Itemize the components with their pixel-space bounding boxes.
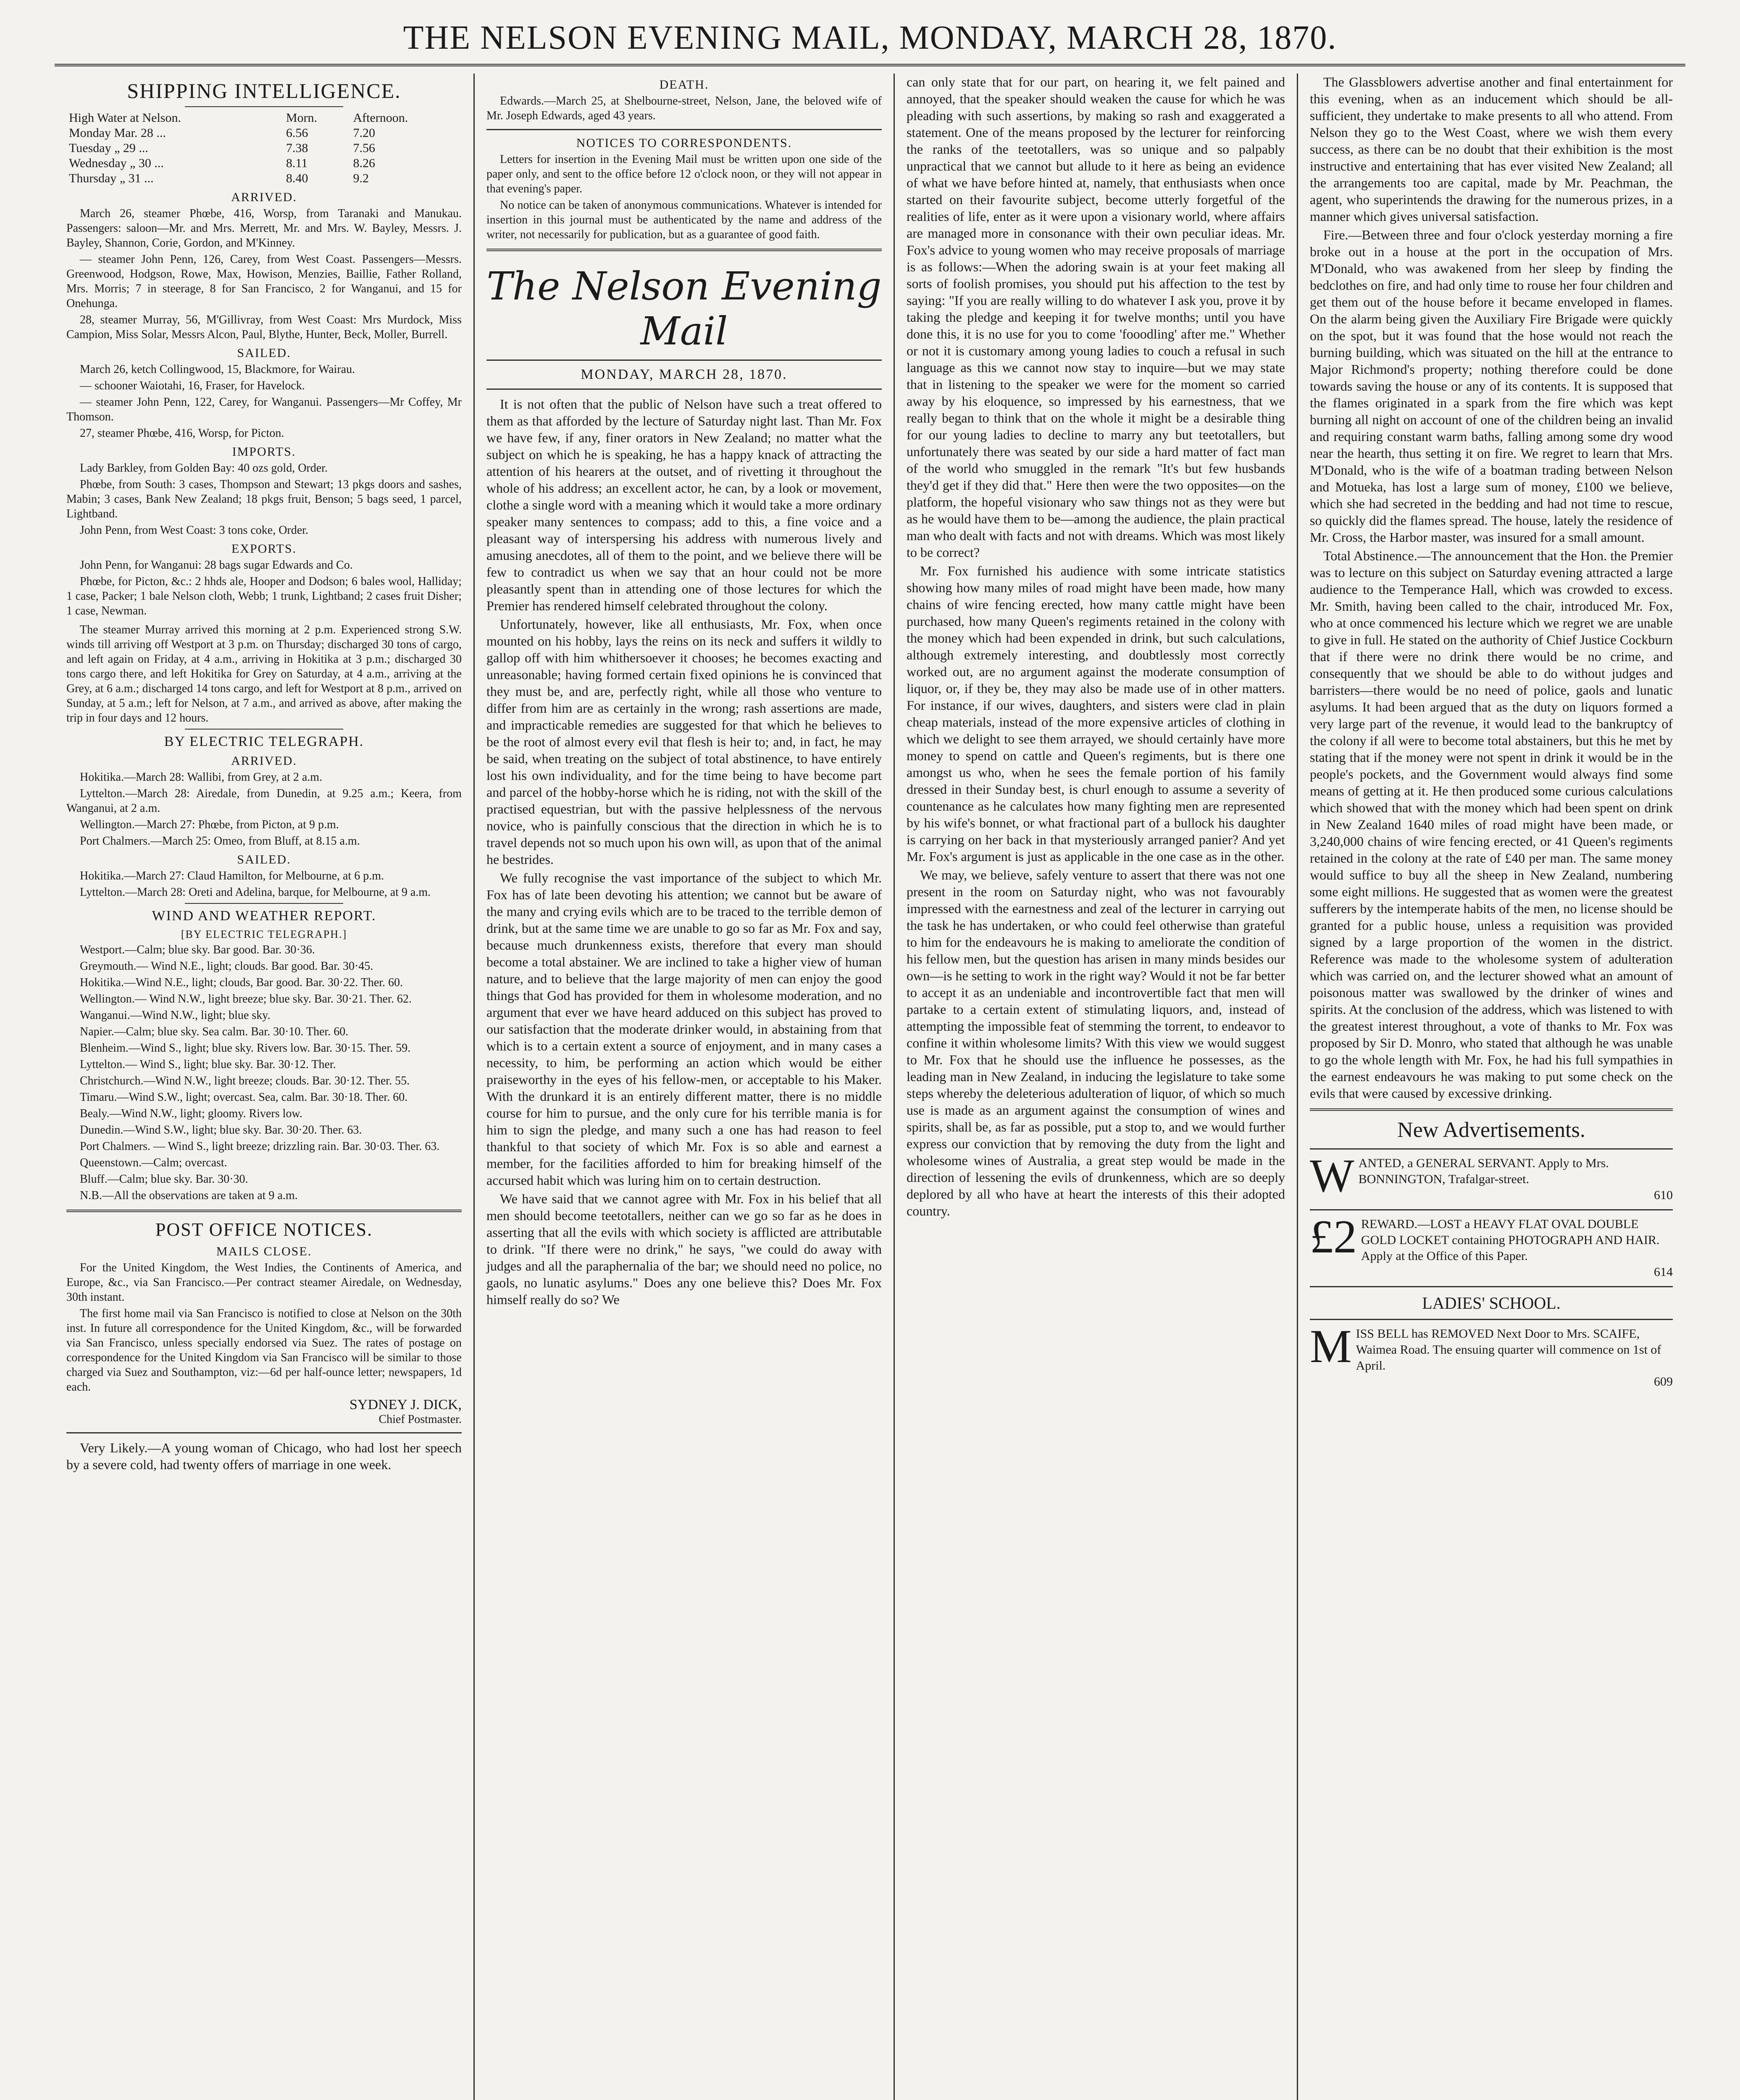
weather-report: Queenstown.—Calm; overcast. [80, 1156, 227, 1169]
tide-cell: Tuesday „ 29 ... [69, 141, 148, 155]
drop-capital: M [1310, 1320, 1352, 1373]
exports-heading: EXPORTS. [231, 542, 297, 556]
tide-cell: 7.56 [353, 141, 375, 155]
telegraph-entry: Hokitika.—March 28: Wallibi, from Grey, at 2 a.m. [80, 771, 323, 784]
tide-row [66, 171, 462, 186]
death-title: DEATH. [659, 78, 709, 92]
telegraph-entry: Lyttelton.—March 28: Airedale, from Dunedin, at 9.25 a.m.; Keera, from Wanganui, at 2 a.m. [66, 787, 462, 815]
weather-report: Bealy.—Wind N.W., light; gloomy. Rivers low. [80, 1107, 302, 1120]
tide-row [66, 126, 462, 141]
shipping-entry: — steamer John Penn, 122, Carey, for Wanganui. Passengers—Mr Coffey, Mr Thomson. [66, 396, 462, 423]
tide-table [66, 110, 462, 186]
advertisement [1310, 1150, 1673, 1203]
divider [1310, 1209, 1673, 1210]
local-paragraph: The Glassblowers advertise another and final entertainment for this evening, when as an inducement which should be all-sufficient, they undertake to make presents to all who attend. From Nelson they go to the West Coast, where we wish them every success, as there can be no doubt that their exhibition is the most instructive and entertaining that has ever visited New Zealand; all the arrangements too are capital, made by Mr. Peachman, the agent, who superintends the drawing for the numerous prizes, in a manner which gives universal satisfaction. [1310, 74, 1673, 224]
weather-report: Wanganui.—Wind N.W., light; blue sky. [80, 1009, 271, 1022]
tide-row [66, 141, 462, 156]
shipping-entry: March 26, steamer Phœbe, 416, Worsp, from Taranaki and Manukau. Passengers: saloon—Mr. and Mrs. Merrett, Mr. and Mrs. W. Bayley, Messrs. J. Bayley, Shannon, Corie, Gordon, and M'Kinney. [66, 207, 462, 249]
local-paragraph: Total Abstinence.—The announcement that the Hon. the Premier was to lecture on this subject on Saturday evening attracted a large audience to the Temperance Hall, which was crowded to excess. Mr. Smith, having been called to the chair, introduced Mr. Fox, who at once commenced his lecture which we regret we are unable to give in full. He stated on the authority of Chief Justice Cockburn that if there were no drink there would be no crime, and consequently that we should be able to do without judges and barristers—there would be no need of police, gaols and lunatic asylums. It had been argued that as the duty on liquors formed a very large part of the revenue, it would lead to the bankruptcy of the colony if all were to become total abstainers, but this he met by stating that if the money were not spent in drink it would be in the people's pockets, and the Government would always find some means of getting at it. He then produced some curious calculations which showed that with the money which had been spent on drink in New Zealand 1640 miles of road might have been made, or 3,240,000 chains of wire fencing erected, or 41 Queen's regiments retained in the colony at the rate of £40 per man. The same money would suffice to buy all the sheep in New Zealand, numbering some eight millions. He suggested that as women were the greatest sufferers by the intemperate habits of the men, no license should be granted for a public house, unless a requisition was provided signed by a large proportion of the women in the district. Reference was made to the wholesome system of adulteration which was carried on, and the lecturer showed what an amount of poisonous matter was swallowed by the drinker of wines and spirits. At the conclusion of the address, which was listened to with the greatest interest throughout, a vote of thanks to Mr. Fox was proposed by Sir D. Monro, who stated that although he was unable to go the whole length with Mr. Fox, he had his full sympathies in the earnest endeavours he was making to put some check on the evils that were caused by excessive drinking. [1310, 548, 1673, 1101]
drop-capital: W [1310, 1150, 1354, 1202]
divider [185, 903, 343, 904]
tide-row [66, 156, 462, 171]
weather-report: N.B.—All the observations are taken at 9 a.m. [80, 1189, 298, 1202]
telegraph-entry: Wellington.—March 27: Phœbe, from Picton, at 9 p.m. [80, 818, 339, 831]
telegraph-title: BY ELECTRIC TELEGRAPH. [164, 734, 364, 749]
masthead: THE NELSON EVENING MAIL, MONDAY, MARCH 28, 1870. [403, 19, 1337, 56]
tide-header-cell: High Water at Nelson. [69, 111, 181, 125]
notices-paragraph: No notice can be taken of anonymous communications. Whatever is intended for insertion in this journal must be authenticated by the name and address of the writer, not necessarily for publication, but as a guarantee of good faith. [486, 199, 882, 241]
newspaper-flag: The Nelson Evening Mail [486, 264, 882, 354]
ad-number: 610 [1654, 1188, 1673, 1202]
post-office-paragraph: The first home mail via San Francisco is notified to close at Nelson on the 30th inst. In future all correspondence for the United Kingdom, &c., will be forwarded via San Francisco, unless specially endorsed via Suez. The rates of postage on correspondence for the United Kingdom via San Francisco will be similar to those charged via Suez and Southampton, viz:—6d per half-ounce letter; newspapers, 1d each. [66, 1307, 462, 1394]
weather-report: Blenheim.—Wind S., light; blue sky. Rivers low. Bar. 30·15. Ther. 59. [80, 1042, 411, 1055]
weather-report: Bluff.—Calm; blue sky. Bar. 30·30. [80, 1173, 248, 1186]
weather-report: Greymouth.— Wind N.E., light; clouds. Bar good. Bar. 30·45. [80, 960, 373, 973]
ad-text: ANTED, a GENERAL SERVANT. Apply to Mrs. BONNINGTON, Trafalgar-street. [1358, 1156, 1609, 1186]
weather-report: Wellington.— Wind N.W., light breeze; blue sky. Bar. 30·21. Ther. 62. [80, 992, 412, 1005]
tide-cell: 9.2 [353, 171, 369, 185]
tide-header-row [66, 110, 462, 126]
tide-header-cell: Morn. [286, 111, 317, 125]
imports-heading: IMPORTS. [232, 445, 296, 459]
post-office-title: POST OFFICE NOTICES. [155, 1219, 373, 1240]
shipping-entry: — steamer John Penn, 126, Carey, from West Coast. Passengers—Messrs. Greenwood, Hodgson, Rowe, Max, Howison, Menzies, Baillie, Father Rolland, Mrs. Morris; 7 in steerage, 8 for San Francisco, 2 for Wanganui, and 15 for Onehunga. [66, 253, 462, 310]
tide-cell: 7.38 [286, 141, 308, 155]
weather-report: Dunedin.—Wind S.W., light; blue sky. Bar. 30·20. Ther. 63. [80, 1124, 362, 1137]
weather-report: Hokitika.—Wind N.E., light; clouds, Bar good. Bar. 30·22. Ther. 60. [80, 976, 403, 989]
editorial-paragraph: It is not often that the public of Nelson have such a treat offered to them as that afforded by the lecture of Saturday night last. Than Mr. Fox we have few, if any, finer orators in New Zealand; no matter what the subject on which he is speaking, he has a happy knack of attracting the attention of his hearers at the outset, and of rivetting it throughout the whole of his address; an excellent actor, he can, by a look or movement, clothe a single word with a meaning which it would take a more ordinary speaker many sentences to compass; add to this, a fine voice and a pleasant way of interspersing his address with numerous lively and amusing anecdotes, all of them to the point, and we believe there will be few to contradict us when we say that an hour could not be more pleasantly spent than in attending one of those lectures for which the Premier has rendered himself celebrated throughout the colony. [486, 396, 882, 613]
divider [66, 1210, 462, 1212]
arrived-heading: ARRIVED. [231, 754, 297, 768]
divider [66, 1432, 462, 1433]
advertisement [1310, 1211, 1673, 1280]
advertisements-title: New Advertisements. [1397, 1118, 1585, 1142]
divider [486, 360, 882, 361]
weather-subtitle: [BY ELECTRIC TELEGRAPH.] [181, 928, 347, 940]
page-columns [55, 74, 1685, 2100]
editorial-paragraph: We have said that we cannot agree with Mr. Fox in his belief that all men should become teetotallers, neither can we go so far as he does in asserting that all the evils with which society is afflicted are attributable to drink. "If there were no drink," he says, "we could do away with judges and all the paraphernalia of the bar; we should need no police, no gaols, no lunatic asylums." Does any one believe this? Does Mr. Fox himself really do so? We [486, 1191, 882, 1307]
weather-report: Christchurch.—Wind N.W., light breeze; clouds. Bar. 30·12. Ther. 55. [80, 1074, 410, 1087]
divider [185, 106, 343, 107]
divider [1310, 1319, 1673, 1320]
tide-cell: 8.26 [353, 156, 375, 170]
postmaster-signature [66, 1397, 462, 1426]
shipping-entry: John Penn, for Wanganui: 28 bags sugar Edwards and Co. [80, 559, 353, 572]
divider [1310, 1108, 1673, 1111]
tide-cell: Wednesday „ 30 ... [69, 156, 164, 170]
signature-name: SYDNEY J. DICK, [350, 1397, 462, 1412]
telegraph-entry: Lyttelton.—March 28: Oreti and Adelina, barque, for Melbourne, at 9 a.m. [80, 886, 431, 899]
school-title: LADIES' SCHOOL. [1422, 1294, 1561, 1312]
very-likely-paragraph: Very Likely.—A young woman of Chicago, who had lost her speech by a severe cold, had twenty offers of marriage in one week. [66, 1440, 462, 1472]
telegraph-entry: Port Chalmers.—March 25: Omeo, from Bluff, at 8.15 a.m. [80, 835, 360, 848]
divider [486, 249, 882, 251]
dateline: MONDAY, MARCH 28, 1870. [581, 367, 788, 382]
weather-report: Port Chalmers. — Wind S., light breeze; drizzling rain. Bar. 30·03. Ther. 63. [80, 1140, 440, 1153]
sailed-heading: SAILED. [237, 853, 291, 866]
weather-title: WIND AND WEATHER REPORT. [152, 908, 376, 924]
notices-paragraph: Letters for insertion in the Evening Mail must be written upon one side of the paper only, and sent to the office before 12 o'clock noon, or they will not appear in that evening's paper. [486, 153, 882, 195]
divider [486, 388, 882, 390]
murray-note: The steamer Murray arrived this morning at 2 p.m. Experienced strong S.W. winds till arriving off Westport at 3 p.m. on Thursday; discharged 30 tons of cargo, and left again on Friday, at 4 a.m., arriving in Hokitika at 3 p.m.; discharged 30 tons cargo there, and left Hokitika for Grey on Saturday, at 4 a.m., arriving at the Grey, at 6 a.m.; discharged 14 tons cargo, and left for Westport at 8 p.m., arrived on Sunday, at 5 a.m.; left for Nelson, at 7 a.m., and arrived as above, after making the trip in four days and 12 hours. [66, 623, 462, 724]
divider [185, 729, 343, 730]
weather-report: Napier.—Calm; blue sky. Sea calm. Bar. 30·10. Ther. 60. [80, 1025, 349, 1038]
tide-cell: 8.11 [286, 156, 308, 170]
ad-text: REWARD.—LOST a HEAVY FLAT OVAL DOUBLE GOLD LOCKET containing PHOTOGRAPH AND HAIR. Apply at the Office of this Paper. [1361, 1217, 1660, 1263]
ad-number: 609 [1654, 1375, 1673, 1389]
signature-title: Chief Postmaster. [378, 1413, 462, 1426]
local-paragraph: Fire.—Between three and four o'clock yesterday morning a fire broke out in a house at the port in the occupation of Mrs. M'Donald, who was awakened from her sleep by finding the bedclothes on fire, and had only time to rouse her four children and get them out of the house before it became enveloped in flames. On the alarm being given the Auxiliary Fire Brigade were quickly on the spot, but it was found that the hose would not reach the burning building, which was situated on the hill at the entrance to Major Richmond's property; nothing therefore could be done towards saving the house or any of its contents. It is supposed that the flames originated in a spark from the fire which was kept burning all night on account of one of the children being an invalid and requiring constant warm baths, falling among some dry wood near the hearth, thus setting it on fire. We regret to learn that Mrs. M'Donald, who is the wife of a boatman trading between Nelson and Motueka, has lost a large sum of money, £100 we believe, which she had secreted in the bedding and had not time to rescue, so quickly did the flames spread. The house, lately the residence of Mr. Cross, the Harbor master, was insured for a small amount. [1310, 227, 1673, 545]
arrived-heading: ARRIVED. [231, 190, 297, 204]
shipping-entry: March 26, ketch Collingwood, 15, Blackmore, for Wairau. [80, 363, 355, 376]
shipping-entry: 27, steamer Phœbe, 416, Worsp, for Picton. [80, 427, 284, 440]
post-office-paragraph: For the United Kingdom, the West Indies, the Continents of America, and Europe, &c., via San Francisco.—Per contract steamer Airedale, on Wednesday, 30th instant. [66, 1261, 462, 1304]
ad-number: 614 [1654, 1265, 1673, 1279]
tide-cell: 6.56 [286, 126, 308, 140]
shipping-entry: — schooner Waiotahi, 16, Fraser, for Havelock. [80, 379, 305, 392]
editorial-paragraph: Unfortunately, however, like all enthusiasts, Mr. Fox, when once mounted on his hobby, lays the reins on its neck and suffers it wildly to gallop off with him whithersoever it chooses; he becomes exacting and unreasonable; having formed certain fixed opinions he is convinced that they must be, and are, perfectly right, while all those who venture to differ from him are as certainly in the wrong; rash assertions are made, and impracticable remedies are suggested for that which he believes to be the root of almost every evil that flesh is heir to; and, in fact, he may be said, when treating on the subject of total abstinence, to have entirely lost his own individuality, and for the time being to have become part and parcel of the hobby-horse which he is riding, not with the skill of the practised equestrian, but with the passive helplessness of the nervous novice, who is painfully conscious that the direction in which he is to travel depends not so much upon his own will, as upon that of the animal he bestrides. [486, 617, 882, 867]
death-notice: Edwards.—March 25, at Shelbourne-street, Nelson, Jane, the beloved wife of Mr. Joseph Edwards, aged 43 years. [486, 94, 882, 122]
tide-cell: 8.40 [286, 171, 308, 185]
telegraph-entry: Hokitika.—March 27: Claud Hamilton, for Melbourne, at 6 p.m. [80, 869, 384, 882]
shipping-entry: John Penn, from West Coast: 3 tons coke, Order. [80, 524, 308, 537]
weather-report: Westport.—Calm; blue sky. Bar good. Bar. 30·36. [80, 943, 315, 956]
shipping-entry: Phœbe, from South: 3 cases, Thompson and Stewart; 13 pkgs doors and sashes, Mabin; 3 cases, Bank New Zealand; 18 pkgs fruit, Benson; 5 bags seed, 1 parcel, Lightband. [66, 478, 462, 520]
sailed-heading: SAILED. [237, 346, 291, 360]
tide-header-cell: Afternoon. [353, 111, 408, 125]
divider [1310, 1148, 1673, 1150]
divider [1310, 1286, 1673, 1287]
drop-capital: £2 [1310, 1211, 1357, 1263]
notices-title: NOTICES TO CORRESPONDENTS. [576, 136, 792, 150]
shipping-entry: Lady Barkley, from Golden Bay: 40 ozs gold, Order. [80, 462, 328, 475]
divider [486, 129, 882, 130]
shipping-entry: 28, steamer Murray, 56, M'Gillivray, from West Coast: Mrs Murdock, Miss Campion, Miss Solar, Messrs Alcon, Paul, Blythe, Hunter, Beck, Moller, Burrell. [66, 313, 462, 341]
tide-cell: Monday Mar. 28 ... [69, 126, 166, 140]
editorial-paragraph: We may, we believe, safely venture to assert that there was not one present in the room on Saturday night, who was not favourably impressed with the earnestness and zeal of the lecturer in carrying out the task he has undertaken, or who could feel otherwise than grateful to him for the endeavours he is making to ameliorate the condition of his fellow men, but the question has arisen in many minds besides our own—is he setting to work in the right way? Would it not be far better to accept it as an undeniable and incontrovertible fact that men will partake to a certain extent of stimulating liquors, and, instead of attempting the impossible feat of stemming the torrent, to endeavor to confine it within wholesome limits? With this view we would suggest to Mr. Fox that he should use the influence he possesses, as the leading man in New Zealand, in inducing the legislature to take some steps whereby the deleterious adulteration of liquor, of which so much use is made as an argument against the consumption of wines and spirits, shall be, as far as possible, put a stop to, and we would further express our conviction that by removing the duty from the light and wholesome wines of Australia, a great step would be made in the direction of lessening the evils of drunkenness, which are so deeply deplored by all who have at heart the interests of this their adopted country. [907, 867, 1285, 1218]
column-4 [1298, 74, 1685, 2100]
tide-cell: 7.20 [353, 126, 375, 140]
tide-cell: Thursday „ 31 ... [69, 171, 154, 185]
advertisement [1310, 1320, 1673, 1390]
weather-report: Timaru.—Wind S.W., light; overcast. Sea, calm. Bar. 30·18. Ther. 60. [80, 1091, 408, 1104]
shipping-title: SHIPPING INTELLIGENCE. [127, 79, 401, 102]
shipping-entry: Phœbe, for Picton, &c.: 2 hhds ale, Hooper and Dodson; 6 bales wool, Halliday; 1 case, Packer; 1 bale Nelson cloth, Webb; 1 trunk, Lightband; 2 cases fruit Disher; 1 case, Newman. [66, 575, 462, 617]
column-3 [895, 74, 1298, 2100]
masthead-rule [55, 64, 1685, 66]
editorial-paragraph: can only state that for our part, on hearing it, we felt pained and annoyed, that the speaker should weaken the cause for which he was pleading with such assertions, by making so rash and exaggerated a statement. One of the means proposed by the lecturer for reinforcing the ranks of the teetotallers, was so unique and so palpably unpractical that we cannot but allude to it here as being an evidence of what we have before hinted at, namely, that enthusiasts when once started on their favourite subject, become utterly forgetful of the realities of life, enter as it were upon a visionary world, where affairs are managed more in consonance with their own peculiar ideas. Mr. Fox's advice to young women who may receive proposals of marriage is as follows:—When the adoring swain is at your feet making all sorts of foolish promises, you should put his affection to the test by saying: "If you are really willing to do whatever I ask you, prove it by taking the pledge and keeping it for twelve months; until you have done this, it is no use for you to come 'fooodling' after me." Whether or not it is customary among young ladies to couch a refusal in such language as this we cannot now stay to inquire—but we may state that in listening to the speaker we were for the moment so carried away by his eloquence, so impressed by his earnestness, that we really began to think that on the whole it might be a desirable thing for our young ladies to decline to marry any but teetotallers, but unfortunately there was seated by our side a hard matter of fact man of the world who smuggled in the remark "It's but few husbands they'd get if they did that." Here then were the two opposites—on the platform, the hopeful visionary who saw things not as they were but as he would have them to be—among the audience, the plain practical man who dealt with facts and not with dreams. Which was most likely to be correct? [907, 74, 1285, 560]
ad-text: ISS BELL has REMOVED Next Door to Mrs. SCAIFE, Waimea Road. The ensuing quarter will commence on 1st of April. [1356, 1327, 1661, 1373]
weather-report: Lyttelton.— Wind S., light; blue sky. Bar. 30·12. Ther. [80, 1058, 336, 1071]
column-1 [55, 74, 475, 2100]
editorial-paragraph: Mr. Fox furnished his audience with some intricate statistics showing how many miles of road might have been made, how many chains of wire fencing erected, how many cattle might have been purchased, how many Queen's regiments retained in the colony with the money which had been expended in drink, but such calculations, although extremely interesting, and doubtlessly most correctly worked out, are no argument against the moderate consumption of liquor, or, if they be, they may also be made use of in other matters. For instance, if our wives, daughters, and sisters were clad in plain cheap materials, instead of the more expensive articles of clothing in which we delight to see them arrayed, we should certainly have more money to spend on cattle and Queen's regiments, but is there one amongst us who, when he sees the female portion of his family dressed in their Sunday best, is churl enough to assume a severity of countenance as he calculates how many fighting men are represented by his wife's bonnet, or what fractional part of a bullock his daughter is carrying on her back in that mysteriously arranged panier? And yet Mr. Fox's argument is just as applicable in the one case as in the other. [907, 563, 1285, 864]
column-2 [475, 74, 895, 2100]
mails-close-heading: MAILS CLOSE. [216, 1244, 312, 1258]
editorial-paragraph: We fully recognise the vast importance of the subject to which Mr. Fox has of late been devoting his attention; we cannot but be aware of the many and crying evils which are to be traced to the terrible demon of drink, but at the same time we are unable to go so far as Mr. Fox and say, because much drunkenness exists, therefore that every man should become a total abstainer. We are inclined to take a higher view of human nature, and to believe that the large majority of men can enjoy the good things that God has provided for them in wholesome moderation, and no argument that ever we have heard adduced on this subject has proved to our satisfaction that the moderate drinker would, in abstaining from that which is to a certain extent a source of enjoyment, and in many cases a necessity, to him, be performing an action which would be either praiseworthy in the eyes of his fellow-men, or acceptable to his Maker. With the drunkard it is an entirely different matter, there is no middle course for him to pursue, and the only cure for his terrible mania is for him to sign the pledge, and many such a one has had reason to feel thankful to that society of which Mr. Fox is so able and earnest a member, for the facilities afforded to him for breaking himself of the accursed habit which was luring him on to certain destruction. [486, 870, 882, 1188]
